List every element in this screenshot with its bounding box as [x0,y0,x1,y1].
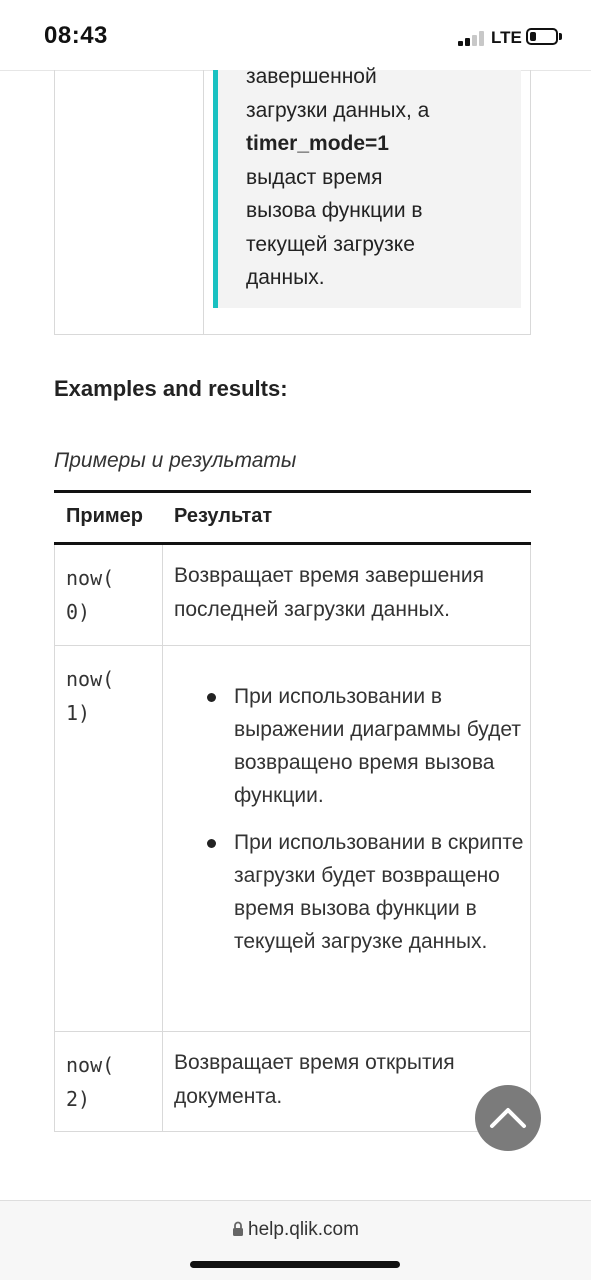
home-indicator[interactable] [190,1261,400,1268]
chevron-up-icon [489,1102,527,1132]
example-result [174,680,524,972]
network-type: LTE [491,28,522,47]
address-bar[interactable] [0,1219,591,1241]
header-example: Пример [66,505,144,527]
table-row [54,1032,531,1132]
example-code: now( 0) [66,566,115,624]
list-item: При использовании в скрипте загрузки будет возвращено время вызова функции в текущей загрузке данных. [174,826,524,958]
list-item: При использовании в выражении диаграммы будет возвращено время вызова функции. [174,680,524,812]
signal-strength-icon [458,30,484,46]
result-bullet-list [174,680,524,958]
section-heading: Examples and results: [54,376,288,401]
scroll-to-top-button[interactable] [475,1085,541,1151]
header-result: Результат [174,505,273,527]
example-code: now( 2) [66,1053,115,1111]
example-result: Возвращает время завершения последней загрузки данных. [174,564,484,621]
note-text: завершенной загрузки данных, а timer_mode=1 выдаст время вызова функции в текущей загрузке данных. [246,65,430,289]
table-row [54,646,531,1032]
bullet-icon [207,839,216,848]
example-result: Возвращает время открытия документа. [174,1051,455,1108]
battery-icon [526,28,558,45]
url-text: help.qlik.com [248,1219,359,1240]
examples-table [54,490,531,1132]
bullet-icon [207,693,216,702]
browser-bottom-bar [0,1200,591,1280]
example-code: now( 1) [66,667,115,725]
lock-icon [232,1221,244,1237]
status-time: 08:43 [44,22,108,49]
table-caption: Примеры и результаты [54,449,297,472]
table-row [54,545,531,646]
table-header [54,490,531,545]
note-code: timer_mode=1 [246,132,389,155]
